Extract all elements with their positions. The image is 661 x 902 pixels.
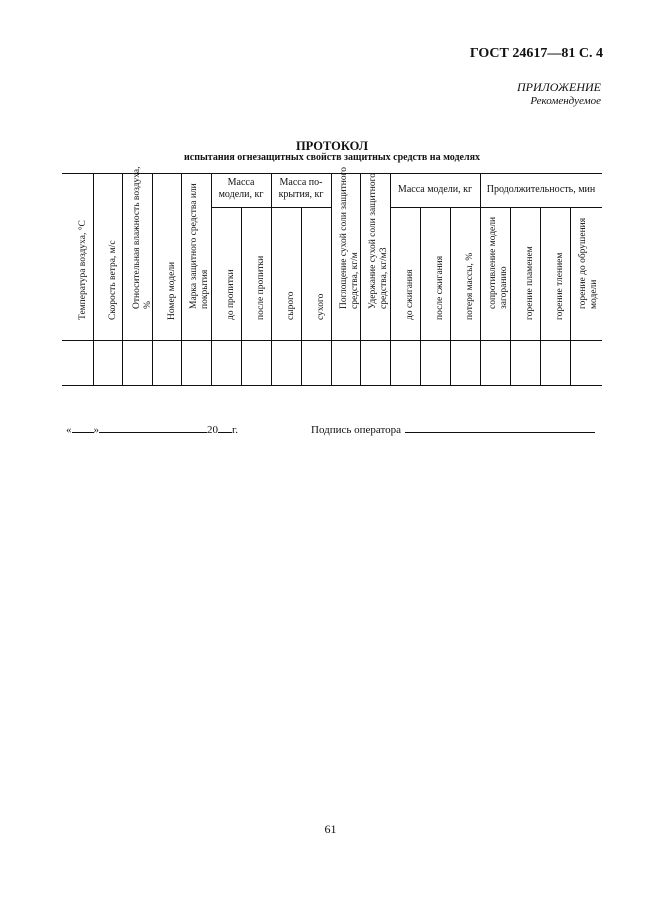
col-header: потеря массы, % [465,252,475,320]
col-header: после сжигания [435,255,445,320]
group-header-mass-model: Масса модели, кг [218,177,264,200]
col-header: горение тлением [555,252,565,320]
group-header-mass-coating: Масса по- крытия, кг [278,177,324,200]
protocol-subtitle: испытания огнезащитных свойств защитных средств на моделях [184,152,480,163]
appendix-block [517,80,601,108]
col-header: горение до обрушения модели [578,217,599,309]
group-header-duration: Продолжительность, мин [486,184,596,195]
col-header: Относительная влажность воздуха, % [132,166,153,309]
col-header: до пропитки [226,269,236,320]
col-header: сырого [286,291,296,320]
col-header: после пропитки [256,255,266,320]
col-header: Поглощение сухой соли защитного средства, кг/м [339,166,360,309]
col-header: сопротивление модели загоранию [488,216,509,309]
protocol-table [62,166,602,386]
col-header: Номер модели [166,261,177,320]
page-number: 61 [324,822,337,836]
col-header: горение пламенем [525,246,535,320]
appendix-note: Рекомендуемое [530,95,601,107]
col-header: сухого [316,293,326,320]
appendix-title: ПРИЛОЖЕНИЕ [517,80,601,94]
col-header: до сжигания [405,269,415,320]
table-rule [62,340,602,341]
group-header-mass-model-2: Масса модели, кг [397,184,473,195]
col-header: Марка защитного средства или покрытия [189,183,210,309]
protocol-title: ПРОТОКОЛ [295,139,369,153]
gost-header: ГОСТ 24617—81 С. 4 [469,46,603,61]
operator-signature-field[interactable]: Подпись оператора [311,422,595,436]
col-header: Скорость ветра, м/с [107,240,118,320]
col-header: Удержание сухой соли защитного средства, кг/м3 [368,173,389,309]
date-field[interactable]: « » 20 г. [66,424,239,436]
col-header: Температура воздуха, °С [77,220,88,320]
